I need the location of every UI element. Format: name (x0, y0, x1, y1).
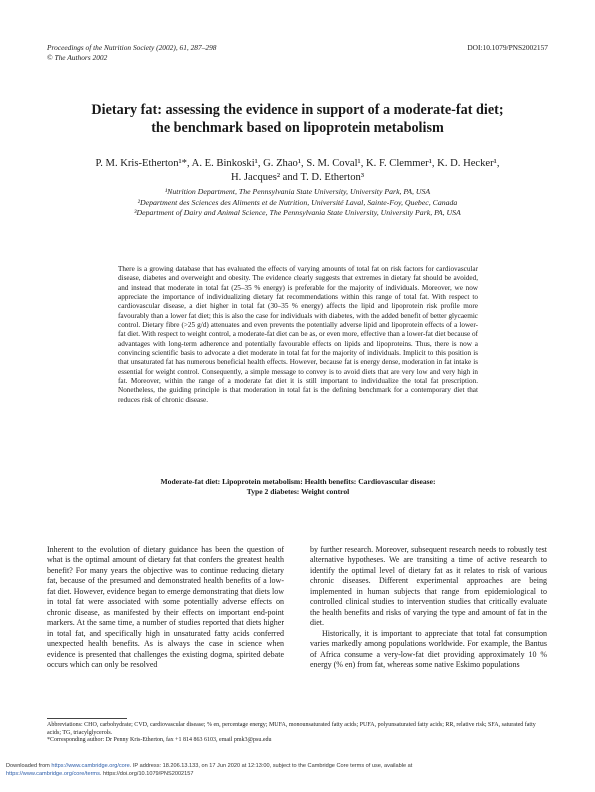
journal-citation: Proceedings of the Nutrition Society (2002), 61, 287–298 (47, 43, 217, 52)
authors-line-2: H. Jacques² and T. D. Etherton³ (230, 172, 365, 183)
affiliation-2: ²Department des Sciences des Aliments et de Nutrition, Université Laval, Sainte-Foy, Quebec, Canada (137, 197, 458, 207)
author-list (40, 157, 555, 185)
download-footer (6, 762, 591, 778)
corresponding-author-footnote: *Corresponding author: Dr Penny Kris-Etherton, fax +1 814 863 6103, email pmk3@psu.edu (47, 737, 272, 744)
body-column-right (310, 545, 547, 670)
doi-header: DOI:10.1079/PNS2002157 (467, 43, 548, 52)
paper-title (40, 101, 555, 137)
keywords-line-1: Moderate-fat diet: Lipoprotein metabolism: Health benefits: Cardiovascular disease: (160, 477, 436, 486)
body-paragraph: Inherent to the evolution of dietary guidance has been the question of what is the optimal amount of dietary fat that confers the greatest health benefit? For many years the objective was to continue reducing dietary fat, because of the presumed and demonstrated health benefits of a low-fat diet. However, evidence began to emerge demonstrating that diets low in total fat were associated with some potentially adverse effects on chronic disease, as manifested by their effects on important end-point markers. At the same time, a number of studies reported that diets higher in total fat, and specifically high in unsaturated fatty acids conferred unexpected health benefits. As is always the case in science when evidence is presented that challenges the existing dogma, spirited debate occurs which can only be resolved (47, 545, 284, 669)
affiliation-3: ³Department of Dairy and Animal Science, The Pennsylvania State University, University Park, PA, USA (134, 208, 461, 217)
abbreviations-footnote: Abbreviations: CHO, carbohydrate; CVD, cardiovascular disease; % en, percentage energy; MUFA, monounsaturated fatty acids; PUFA, polyunsaturated fatty acids; RR, relative risk; SFA, saturated fatty acids; TG, triacylglycerols. (47, 722, 536, 736)
abstract: There is a growing database that has evaluated the effects of varying amounts of total fat on risk factors for cardiovascular disease, diabetes and overweight and obesity. The evidence clearly suggests that extremes in dietary fat should be avoided, and instead that moderate in total fat (25–35 % energy) is preferable for the majority of individuals. Moreover, we now appreciate the importance of individualizing dietary fat recommendations within this range of total fat. With respect to cardiovascular disease, a diet higher in total fat (30–35 % energy) affects the lipid and lipoprotein risk profile more favourably than a lower fat diet; this is also the case for individuals with diabetes, with the added benefit of better glycaemic control. Dietary fibre (>25 g/d) attenuates and even prevents the potentially adverse lipid and lipoprotein effects of a lower-fat diet. With respect to weight control, a moderate-fat diet can be as, or even more, effective than a lower-fat diet because of advantages with long-term adherence and potentially favourable effects on lipids and lipoproteins. Thus, there is now a convincing scientific basis to advocate a diet moderate in total fat for the majority of individuals. Implicit to this position is that unsaturated fat has numerous beneficial health effects. However, because fat is energy dense, moderation in fat intake is essential for weight control. Consequently, a simple message to convey is to avoid diets that are very low and very high in fat. Moreover, within the range of a moderate fat diet it is still important to individualize the total fat prescription. Nonetheless, the guiding principle is that moderation in total fat is the defining benchmark for a contemporary diet that reduces risk of chronic disease. (118, 265, 478, 404)
keywords-line-2: Type 2 diabetes: Weight control (246, 487, 350, 496)
copyright-notice: © The Authors 2002 (47, 53, 108, 62)
footnote-rule (47, 718, 127, 719)
body-paragraph: by further research. Moreover, subsequent research needs to robustly test alternative hypotheses. We are transiting a time of active research to identify the optimal level of dietary fat as it relates to risk of various chronic diseases. Different experimental approaches are being implemented in human subjects that range from epidemiological to controlled clinical studies to intervention studies that critically evaluate the health benefits and risks of varying the type and amount of fat in the diet. (310, 545, 547, 628)
cambridge-core-link[interactable]: https://www.cambridge.org/core (51, 763, 130, 769)
footnotes (47, 722, 547, 745)
terms-link[interactable]: https://www.cambridge.org/core/terms (6, 771, 100, 777)
title-line-2: the benchmark based on lipoprotein metabolism (151, 120, 444, 136)
footer-doi: . https://doi.org/10.1079/PNS2002157 (99, 771, 194, 777)
footer-middle: . IP address: 18.206.13.133, on 17 Jun 2020 at 12:13:00, subject to the Cambridge Core terms of use, available at (129, 763, 413, 769)
affiliation-1: ¹Nutrition Department, The Pennsylvania State University, University Park, PA, USA (164, 187, 431, 196)
running-header (47, 43, 216, 63)
affiliations (40, 187, 555, 219)
authors-line-1: P. M. Kris-Etherton¹*, A. E. Binkoski¹, G. Zhao¹, S. M. Coval¹, K. F. Clemmer¹, K. D. Hecker¹, (95, 158, 500, 169)
keywords (118, 477, 478, 497)
body-paragraph: Historically, it is important to appreciate that total fat consumption varies markedly among populations worldwide. For example, the Bantus of Africa consume a very-low-fat diet providing approximately 10 % energy (% en) from fat, whereas some native Eskimo populations (310, 628, 547, 669)
title-line-1: Dietary fat: assessing the evidence in support of a moderate-fat diet; (91, 102, 504, 118)
footer-prefix: Downloaded from (6, 763, 52, 769)
body-column-left (47, 545, 284, 670)
